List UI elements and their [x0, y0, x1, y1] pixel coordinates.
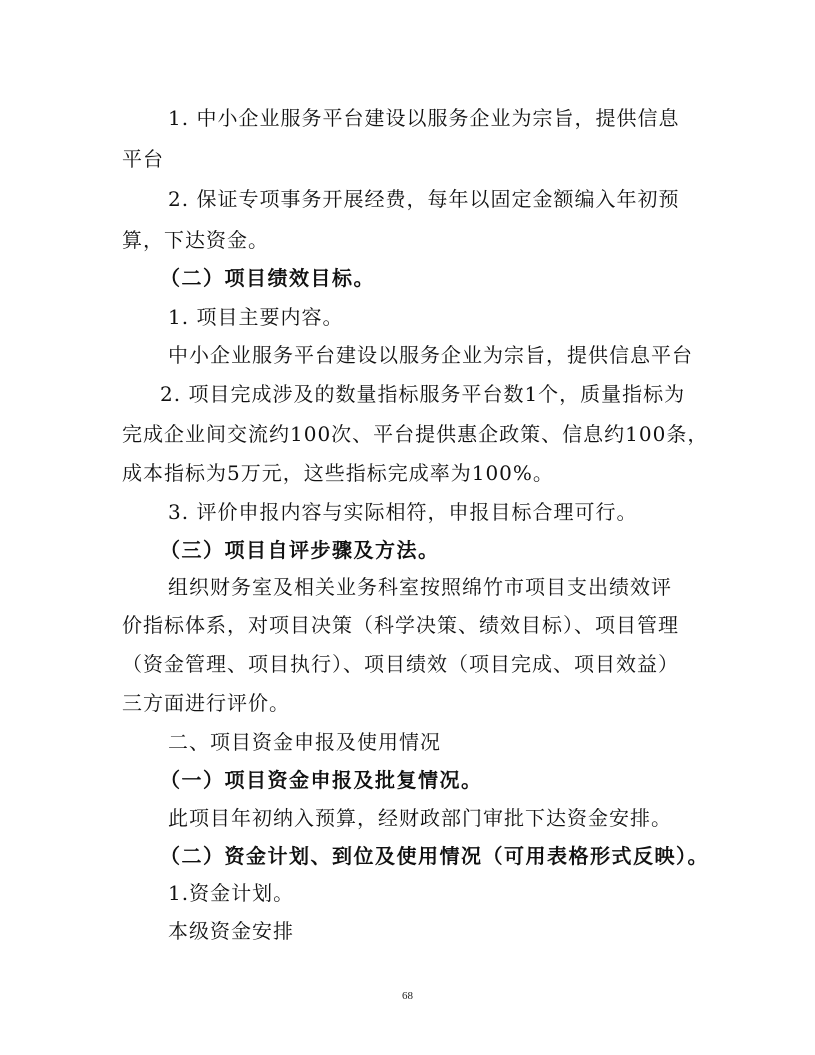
paragraph-line-16: 三方面进行评价。: [122, 691, 290, 715]
paragraph-line-21: 1.资金计划。: [168, 881, 295, 905]
paragraph-line-6: 1. 项目主要内容。: [168, 305, 344, 329]
paragraph-line-13: 组织财务室及相关业务科室按照绵竹市项目支出绩效评: [168, 575, 672, 599]
paragraph-line-1: 1. 中小企业服务平台建设以服务企业为宗旨，提供信息: [168, 106, 680, 130]
paragraph-line-22: 本级资金安排: [168, 919, 294, 943]
section-heading-self-evaluation: （三）项目自评步骤及方法。: [160, 538, 440, 562]
section-heading-performance-goals: （二）项目绩效目标。: [160, 266, 375, 290]
paragraph-line-3: 2. 保证专项事务开展经费，每年以固定金额编入年初预: [168, 187, 680, 211]
section-heading-funding-plan: （二）资金计划、到位及使用情况（可用表格形式反映）。: [160, 844, 709, 868]
paragraph-line-15: （资金管理、项目执行）、项目绩效（项目完成、项目效益）: [122, 652, 679, 676]
section-heading-funding-application: （一）项目资金申报及批复情况。: [160, 768, 483, 792]
paragraph-line-4: 算，下达资金。: [122, 228, 269, 252]
paragraph-line-19: 此项目年初纳入预算，经财政部门审批下达资金安排。: [168, 806, 672, 830]
paragraph-line-8: 2. 项目完成涉及的数量指标服务平台数1个，质量指标为: [160, 382, 686, 406]
paragraph-line-14: 价指标体系，对项目决策（科学决策、绩效目标）、项目管理: [122, 613, 679, 637]
paragraph-line-2: 平台: [122, 147, 164, 171]
paragraph-line-9: 完成企业间交流约100次、平台提供惠企政策、信息约100条，: [122, 422, 709, 446]
paragraph-line-11: 3. 评价申报内容与实际相符，申报目标合理可行。: [168, 500, 638, 524]
paragraph-line-7: 中小企业服务平台建设以服务企业为宗旨，提供信息平台: [168, 343, 693, 367]
page-number: 68: [402, 990, 413, 1002]
paragraph-line-10: 成本指标为5万元，这些指标完成率为100%。: [122, 461, 554, 485]
section-heading-funding: 二、项目资金申报及使用情况: [168, 730, 441, 754]
